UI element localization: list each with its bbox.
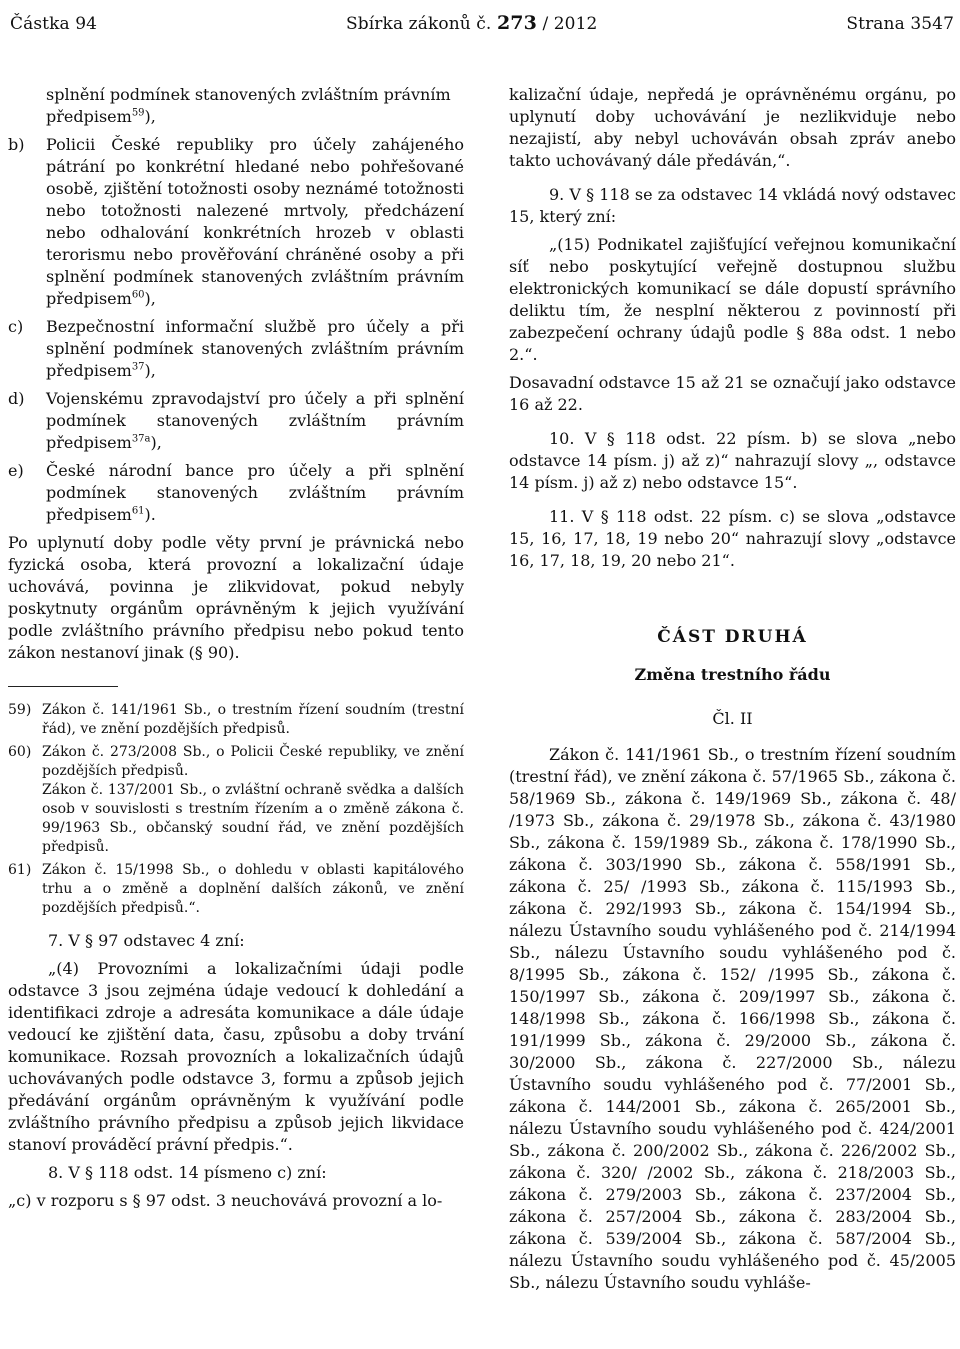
footnote-61: 61) Zákon č. 15/1998 Sb., o dohledu v oblasti kapitálového trhu a o změně a doplnění dalších zákonů, ve znění pozdějších předpisů.“. — [8, 862, 464, 916]
point-7-text: „(4) Provozními a lokalizačními údaji podle odstavce 3 jsou zejména údaje vedoucí k dohledání a identifikaci zdroje a adresáta komunikace a dále údaje vedoucí ke zjištění data, času, způsobu a doby trvání komunikace. Rozsah provozních a lokalizačních údajů uchovávaných podle odstavce 3, formu a způsob jejich předávání orgánům oprávněným k využívání podle zvláštního právního předpisu a způsob jejich likvidace stanoví prováděcí právní předpis.“. — [8, 959, 464, 1154]
part-title: ČÁST DRUHÁ — [657, 627, 808, 647]
footnote-60: 60) Zákon č. 273/2008 Sb., o Policii České republiky, ve znění pozdějších předpisů. — [8, 744, 464, 779]
paragraph-after-items: Po uplynutí doby podle věty první je právnická nebo fyzická osoba, která provozní a lokalizační údaje uchovává, povinna je zlikvidovat, pokud nebyly poskytnuty orgánům oprávněným k jejich využívání podle zvláštního právního předpisu nebo pokud tento zákon nestanoví jinak (§ 90). — [8, 533, 464, 662]
list-item-c: c) Bezpečnostní informační službě pro účely a při splnění podmínek stanovených zvláštním právním předpisem$^{37}$), — [8, 317, 464, 380]
right-column — [509, 84, 956, 1294]
part-subtitle: Změna trestního řádu — [634, 665, 831, 684]
footnote-divider — [8, 686, 118, 687]
list-item-d: d) Vojenskému zpravodajství pro účely a při splnění podmínek stanovených zvláštním právním předpisem$^{37a}$), — [8, 389, 464, 452]
footnote-60-cont: Zákon č. 137/2001 Sb., o zvláštní ochraně svědka a dalších osob v souvislosti s trestním řízením a o změně zákona č. 99/1963 Sb., občanský soudní řád, ve znění pozdějších předpisů. — [42, 782, 464, 855]
point-10: 10. V § 118 odst. 22 písm. b) se slova „nebo odstavce 14 písm. j) až z)“ nahrazují slovy „, odstavce 14 písm. j) až z) nebo odstavce 15“. — [509, 429, 956, 492]
page-header — [8, 0, 956, 34]
point-7-heading: 7. V § 97 odstavec 4 zní: — [48, 931, 245, 950]
article-text: Zákon č. 141/1961 Sb., o trestním řízení soudním (trestní řád), ve znění zákona č. 57/1965 Sb., zákona č. 58/1969 Sb., zákona č. 149/1969 Sb., zákona č. 48/ /1973 Sb., zákona č. 29/1978 Sb., zákona č. 43/1980 Sb., zákona č. 159/1989 Sb., zákona č. 178/1990 Sb., zákona č. 303/1990 Sb., zákona č. 558/1991 Sb., zákona č. 25/ /1993 Sb., zákona č. 115/1993 Sb., zákona č. 292/1993 Sb., zákona č. 154/1994 Sb., nálezu Ústavního soudu vyhlášeného pod č. 214/1994 Sb., nálezu Ústavního soudu vyhlášeného pod č. 8/1995 Sb., zákona č. 152/ /1995 Sb., zákona č. 150/1997 Sb., zákona č. 209/1997 Sb., zákona č. 148/1998 Sb., zákona č. 166/1998 Sb., zákona č. 191/1999 Sb., zákona č. 29/2000 Sb., zákona č. 30/2000 Sb., zákona č. 227/2000 Sb., nálezu Ústavního soudu vyhlášeného pod č. 77/2001 Sb., zákona č. 144/2001 Sb., zákona č. 265/2001 Sb., nálezu Ústavního soudu vyhlášeného pod č. 424/2001 Sb., zákona č. 200/2002 Sb., zákona č. 226/2002 Sb., zákona č. 320/ /2002 Sb., zákona č. 218/2003 Sb., zákona č. 279/2003 Sb., zákona č. 237/2004 Sb., zákona č. 257/2004 Sb., zákona č. 283/2004 Sb., zákona č. 539/2004 Sb., zákona č. 587/2004 Sb., nálezu Ústavního soudu vyhlášeného pod č. 45/2005 Sb., nálezu Ústavního soudu vyhláše- — [509, 745, 956, 1292]
article-title: Čl. II — [712, 709, 753, 728]
point-11: 11. V § 118 odst. 22 písm. c) se slova „odstavce 15, 16, 17, 18, 19 nebo 20“ nahrazují slovy „odstavce 16, 17, 18, 19, 20 nebo 21“. — [509, 507, 956, 570]
list-item-b: b) Policii České republiky pro účely zahájeného pátrání po konkrétní hledané nebo pohřešované osobě, zjištění totožnosti osoby neznámé totožnosti nebo totožnosti nalezené mrtvoly, předcházení nebo odhalování konkrétních hrozeb v oblasti terorismu nebo prověřování chráněné osoby a při splnění podmínek stanovených zvláštním právním předpisem$^{60}$), — [8, 135, 464, 308]
left-column — [8, 84, 464, 1294]
header-collection: Sbírka zákonů č. 273 / 2012 — [346, 12, 598, 34]
intro-continuation: splnění podmínek stanovených zvláštním právním předpisem$^{59}$), — [46, 85, 451, 126]
two-column-body — [8, 84, 956, 1294]
point-9-text: „(15) Podnikatel zajišťující veřejnou komunikační síť nebo poskytující veřejně dostupnou službu elektronických komunikací se dále dopustí správního deliktu tím, že nesplní některou z povinností při zabezpečení ochrany údajů podle § 88a odst. 1 nebo 2.“. — [509, 235, 956, 364]
header-page-number: Strana 3547 — [846, 14, 954, 34]
continuation-text: kalizační údaje, nepředá je oprávněnému orgánu, po uplynutí doby uchovávání je nezlikviduje nebo nezajistí, aby nebyl uchováván obsah zpráv anebo takto uchovávaný dále předáván,“. — [509, 85, 956, 170]
point-9-after: Dosavadní odstavce 15 až 21 se označují jako odstavce 16 až 22. — [509, 373, 956, 414]
point-9-heading: 9. V § 118 se za odstavec 14 vkládá nový odstavec 15, který zní: — [509, 185, 956, 226]
footnote-59: 59) Zákon č. 141/1961 Sb., o trestním řízení soudním (trestní řád), ve znění pozdějších předpisů. — [8, 702, 464, 737]
point-8-heading: 8. V § 118 odst. 14 písmeno c) zní: — [48, 1163, 327, 1182]
header-issue: Částka 94 — [10, 14, 98, 34]
point-8-text: „c) v rozporu s § 97 odst. 3 neuchovává provozní a lo- — [8, 1191, 443, 1210]
list-item-e: e) České národní bance pro účely a při splnění podmínek stanovených zvláštním právním předpisem$^{61}$). — [8, 461, 464, 524]
